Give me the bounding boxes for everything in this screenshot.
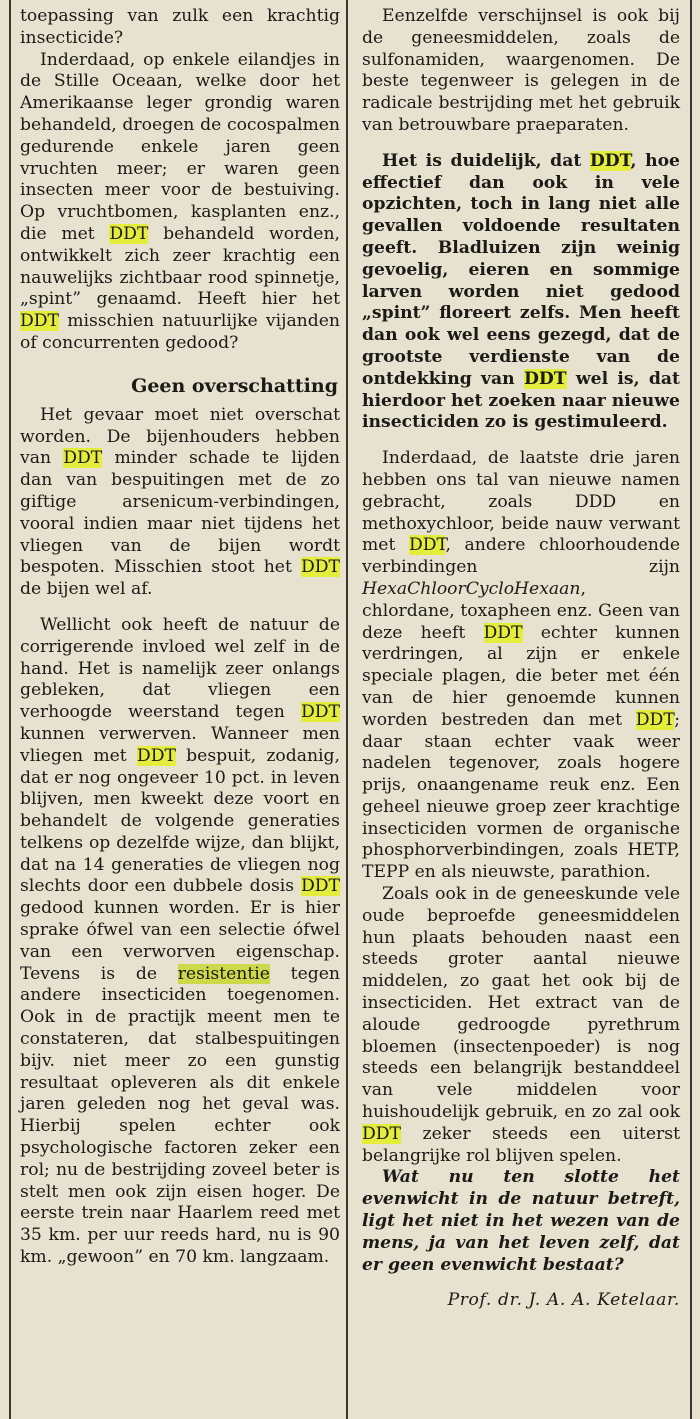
text-run: minder schade te lijden dan van bespuitingen met de zo giftige arsenicum-verbindingen, vooral indien maar niet tijdens het vliegen van de bijen wordt bespoten. Misschien stoot het xyxy=(20,448,340,578)
column-rule-middle xyxy=(346,0,348,1419)
highlighted-term: DDT xyxy=(300,557,340,578)
text-run: toepassing van zulk een krachtig insecticide? xyxy=(20,6,340,48)
highlighted-term: DDT xyxy=(483,622,523,643)
text-run: , hoe effectief dan ook in vele opzichten, toch in lang niet alle gevallen voldoende resultaten geeft. Bladluizen zijn weinig gevoelig, eieren en sommige larven worden niet gedood „spint” floreert zelfs. Men heeft dan ook wel eens gezegd, dat de grootste verdienste van de ontdekking van xyxy=(362,150,680,389)
left-paragraph-4 xyxy=(20,615,340,1269)
text-run: Het gevaar moet niet overschat worden. De bijenhouders hebben van xyxy=(20,404,340,469)
text-run: wel is, dat hierdoor het zoeken naar nieuwe insecticiden zo is gestimuleerd. xyxy=(362,368,680,433)
highlighted-term: DDT xyxy=(635,709,675,730)
text-run: Het is duidelijk, dat xyxy=(382,150,590,171)
section-heading: Geen overschatting xyxy=(131,374,338,397)
text-run: echter kunnen verdringen, al zijn er enkele speciale plagen, die beter met één van de hier genoemde kunnen worden bestreden dan met xyxy=(362,622,680,730)
text-run: , chlordane, toxapheen enz. Geen van deze heeft xyxy=(362,578,680,643)
text-run: Inderdaad, de laatste drie jaren hebben ons tal van nieuwe namen gebracht, zoals DDD en methoxychloor, beide nauw verwant met xyxy=(362,448,680,556)
highlighted-term: DDT xyxy=(20,311,60,332)
highlighted-term: DDT xyxy=(300,702,340,723)
text-run: bespuit, zodanig, dat er nog ongeveer 10 pct. in leven blijven, men kweekt deze voort en behandelt de volgende generaties telkens op dezelfde wijze, dan blijkt, dat na 14 generaties de vliegen nog slechts door een dubbele dosis xyxy=(20,745,340,897)
right-paragraph-1: Eenzelfde verschijnsel is ook bij de geneesmiddelen, zoals de sulfonamiden, waargenomen. De beste tegenweer is gelegen in de radicale bestrijding met het gebruik van betrouwbare praeparaten. xyxy=(362,6,680,135)
left-paragraph-2 xyxy=(20,50,340,355)
highlighted-term: DDT xyxy=(362,1123,402,1144)
text-run: zeker steeds een uiterst belangrijke rol blijven spelen. xyxy=(362,1123,680,1166)
highlighted-term: DDT xyxy=(300,876,340,897)
text-run: behandeld worden, ontwikkelt zich zeer krachtig een nauwelijks zichtbaar rood spinnetje, „spint” genaamd. Heeft hier het xyxy=(20,223,340,310)
text-run: gedood kunnen worden. Er is hier sprake ófwel van een selectie ófwel van een verworven eigenschap. Tevens is de xyxy=(20,898,340,984)
column-rule-right xyxy=(690,0,692,1419)
author-signature: Prof. dr. J. A. A. Ketelaar. xyxy=(447,1290,680,1311)
highlighted-term: DDT xyxy=(589,150,631,171)
text-run: ; daar staan echter vaak weer nadelen tegenover, zoals hogere prijs, onaangename reuk enz. Een geheel nieuwe groep zeer krachtige insecticiden vormen de organische phosphorverbindingen, zoals HETP, TEPP en als nieuwste, parathion. xyxy=(362,709,680,883)
left-column xyxy=(20,6,340,1269)
chemical-name: HexaChloorCycloHexaan xyxy=(362,578,581,599)
highlighted-term: DDT xyxy=(136,745,176,766)
text-run: misschien natuurlijke vijanden of concurrenten gedood? xyxy=(20,311,340,353)
text-run: Wellicht ook heeft de natuur de corrigerende invloed wel zelf in de hand. Het is namelijk zeer onlangs gebleken, dat vliegen een verhoogde weerstand tegen xyxy=(20,614,340,723)
highlighted-term: DDT xyxy=(109,223,149,244)
text-run: tegen andere insecticiden toegenomen. Ook in de practijk meent men te constateren, dat stalbespuitingen bijv. niet meer zo een gunstig resultaat opleveren als dit enkele jaren geleden nog het geval was. Hierbij spelen echter ook psychologische factoren zeker een rol; nu de bestrijding zoveel beter is stelt men ook zijn eisen hoger. De eerste trein naar Haarlem reed met 35 km. per uur reeds hard, nu is 90 km. „gewoon” en 70 km. langzaam. xyxy=(20,963,340,1268)
text-run: kunnen verwerven. Wanneer men vliegen met xyxy=(20,723,340,766)
highlighted-term: resistentie xyxy=(177,963,270,984)
right-paragraph-4 xyxy=(362,884,680,1167)
column-rule-left xyxy=(9,0,11,1419)
highlighted-term: DDT xyxy=(523,368,567,389)
right-paragraph-5: Wat nu ten slotte het evenwicht in de natuur betreft, ligt het niet in het wezen van de mens, ja van het leven zelf, dat er geen evenwicht bestaat? xyxy=(362,1167,680,1275)
right-paragraph-2 xyxy=(362,151,680,434)
right-paragraph-3 xyxy=(362,448,680,884)
text-run: de bijen wel af. xyxy=(20,579,153,600)
text-run: Zoals ook in de geneeskunde vele oude beproefde geneesmiddelen hun plaats behouden naast een steeds groter aantal nieuwe middelen, zo gaat het ook bij de insecticiden. Het extract van de aloude gedroogde pyrethrum bloemen (insectenpoeder) is nog steeds een belangrijk bestanddeel van vele middelen voor huishoudelijk gebruik, en zo zal ook xyxy=(362,884,680,1123)
highlighted-term: DDT xyxy=(63,448,103,469)
left-paragraph-1 xyxy=(20,6,340,50)
right-column xyxy=(362,6,680,1312)
left-paragraph-3 xyxy=(20,405,340,601)
text-run: , andere chloorhoudende verbindingen zijn xyxy=(362,535,680,578)
text-run: Inderdaad, op enkele eilandjes in de Stille Oceaan, welke door het Amerikaanse leger grondig waren behandeld, droegen de cocospalmen gedurende enkele jaren geen vruchten meer; er waren geen insecten meer voor de bestuiving. Op vruchtbomen, kasplanten enz., die met xyxy=(20,49,340,244)
highlighted-term: DDT xyxy=(408,535,446,556)
